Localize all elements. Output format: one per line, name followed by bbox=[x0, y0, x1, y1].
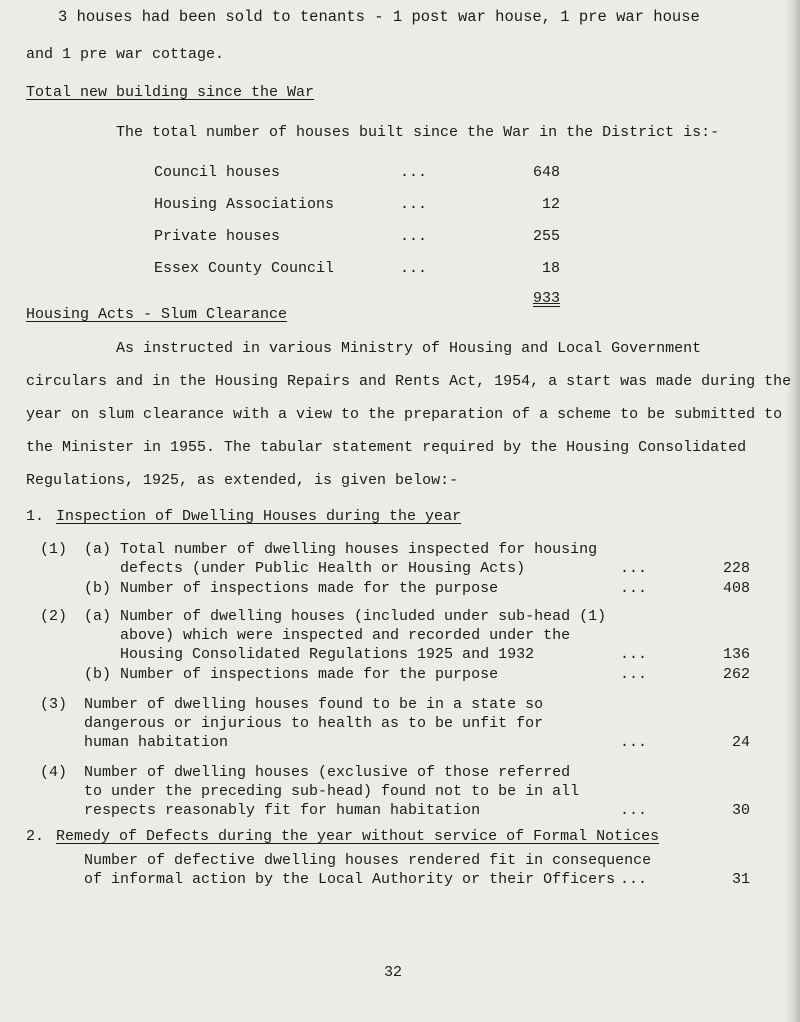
row-value: 648 bbox=[532, 164, 560, 181]
new-building-lead: The total number of houses built since the War in the District is:- bbox=[116, 124, 720, 141]
item-value: 262 bbox=[722, 666, 750, 683]
item-number: (1) bbox=[40, 541, 68, 558]
item-value: 24 bbox=[731, 734, 750, 751]
item-text: Housing Consolidated Regulations 1925 and 1932 bbox=[84, 646, 535, 663]
item-text: above) which were inspected and recorded under the bbox=[84, 627, 571, 644]
section2-heading: Remedy of Defects during the year without service of Formal Notices bbox=[56, 828, 660, 845]
section1-number: 1. bbox=[26, 508, 45, 525]
row-dots: ... bbox=[400, 196, 428, 213]
item-text: (a) Total number of dwelling houses inspected for housing bbox=[84, 541, 598, 558]
section2-text: of informal action by the Local Authority or their Officers bbox=[84, 871, 616, 888]
item-dots: ... bbox=[620, 802, 648, 819]
item-dots: ... bbox=[620, 646, 648, 663]
item-text: (a) Number of dwelling houses (included under sub-head (1) bbox=[84, 608, 607, 625]
row-value: 255 bbox=[532, 228, 560, 245]
item-value: 408 bbox=[722, 580, 750, 597]
item-value: 136 bbox=[722, 646, 750, 663]
item-text: to under the preceding sub-head) found not to be in all bbox=[84, 783, 580, 800]
section2-dots: ... bbox=[620, 871, 648, 888]
intro-line-2: and 1 pre war cottage. bbox=[26, 46, 225, 63]
item-number: (3) bbox=[40, 696, 68, 713]
slum-para-line: the Minister in 1955. The tabular statement required by the Housing Consolidated bbox=[26, 439, 747, 456]
item-text: human habitation bbox=[84, 734, 229, 751]
new-building-heading: Total new building since the War bbox=[26, 84, 315, 101]
section2-value: 31 bbox=[731, 871, 750, 888]
item-text: dangerous or injurious to health as to be unfit for bbox=[84, 715, 544, 732]
item-text: (b) Number of inspections made for the purpose bbox=[84, 580, 499, 597]
row-value: 12 bbox=[541, 196, 560, 213]
row-dots: ... bbox=[400, 228, 428, 245]
item-text: defects (under Public Health or Housing Acts) bbox=[84, 560, 526, 577]
slum-heading: Housing Acts - Slum Clearance bbox=[26, 306, 288, 323]
item-number: (4) bbox=[40, 764, 68, 781]
item-text: respects reasonably fit for human habitation bbox=[84, 802, 481, 819]
item-value: 228 bbox=[722, 560, 750, 577]
item-text: (b) Number of inspections made for the purpose bbox=[84, 666, 499, 683]
item-dots: ... bbox=[620, 734, 648, 751]
intro-line-1: 3 houses had been sold to tenants - 1 post war house, 1 pre war house bbox=[58, 8, 700, 26]
slum-para-line: year on slum clearance with a view to the preparation of a scheme to be submitted to bbox=[26, 406, 783, 423]
section1-heading: Inspection of Dwelling Houses during the year bbox=[56, 508, 462, 525]
row-dots: ... bbox=[400, 164, 428, 181]
total-value: 933 bbox=[532, 290, 560, 307]
page-number: 32 bbox=[384, 964, 403, 981]
section2-text: Number of defective dwelling houses rendered fit in consequence bbox=[84, 852, 652, 869]
section2-number: 2. bbox=[26, 828, 45, 845]
row-label: Housing Associations bbox=[154, 196, 335, 213]
page-edge-shadow bbox=[786, 0, 800, 1022]
row-dots: ... bbox=[400, 260, 428, 277]
item-text: Number of dwelling houses found to be in a state so bbox=[84, 696, 544, 713]
slum-para-line: circulars and in the Housing Repairs and Rents Act, 1954, a start was made during the bbox=[26, 373, 792, 390]
slum-para-line: As instructed in various Ministry of Housing and Local Government bbox=[116, 340, 702, 357]
row-value: 18 bbox=[541, 260, 560, 277]
row-label: Essex County Council bbox=[154, 260, 335, 277]
item-value: 30 bbox=[731, 802, 750, 819]
slum-para-line: Regulations, 1925, as extended, is given below:- bbox=[26, 472, 459, 489]
row-label: Private houses bbox=[154, 228, 281, 245]
item-text: Number of dwelling houses (exclusive of those referred bbox=[84, 764, 571, 781]
item-dots: ... bbox=[620, 580, 648, 597]
item-dots: ... bbox=[620, 560, 648, 577]
row-label: Council houses bbox=[154, 164, 281, 181]
item-dots: ... bbox=[620, 666, 648, 683]
item-number: (2) bbox=[40, 608, 68, 625]
